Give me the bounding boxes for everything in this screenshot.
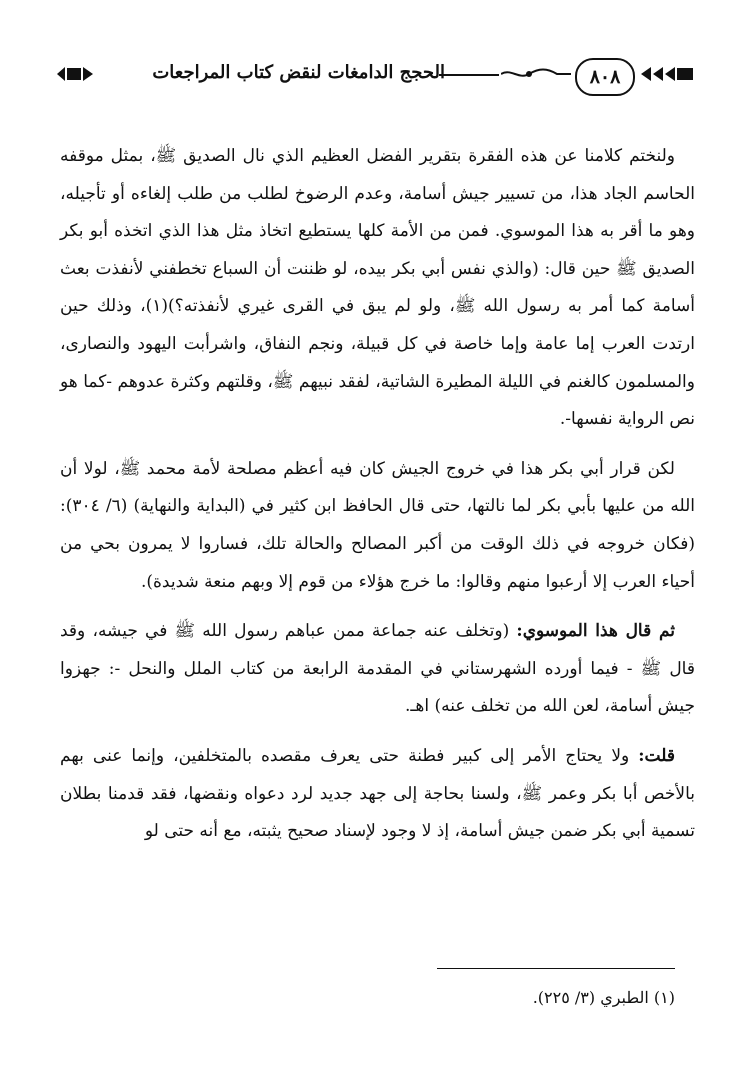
page-number-badge <box>575 58 635 96</box>
paragraph <box>60 738 695 851</box>
paragraph-text: لكن قرار أبي بكر هذا في خروج الجيش كان فيه أعظم مصلحة لأمة محمد ﷺ، لولا أن الله من عليها بأبي بكر لما نالتها، حتى قال الحافظ ابن كثير في (البداية والنهاية) (٦/ ٣٠٤): (فكان خروجه في ذلك الوقت من أكبر المصالح والحالة تلك، فساروا لا يمرون بحي من أحياء العرب إلا أرعبوا منهم وقالوا: ما خرج هؤلاء من قوم إلا وبهم منعة شديدة). <box>60 458 695 592</box>
paragraph-lead: ثم قال هذا الموسوي: <box>516 621 675 642</box>
running-title: الحجج الدامغات لنقض كتاب المراجعات <box>152 62 445 83</box>
paragraph-text: ولا يحتاج الأمر إلى كبير فطنة حتى يعرف مقصده بالمتخلفين، وإنما عنى بهم بالأخص أبا بكر وعمر ﷺ، ولسنا بحاجة إلى جهد جديد لرد دعواه ونقضها، فقد قدمنا بطلان تسمية أبي بكر ضمن جيش أسامة، إذ لا وجود لإسناد صحيح يثبته، مع أنه حتى لو <box>60 745 695 842</box>
header-rule <box>439 74 499 76</box>
paragraph-text: (وتخلف عنه جماعة ممن عباهم رسول الله ﷺ في جيشه، وقد قال ﷺ - فيما أورده الشهرستاني في المقدمة الرابعة من كتاب الملل والنحل -: جهزوا جيش أسامة، لعن الله من تخلف عنه) اهـ. <box>60 621 695 717</box>
page-header <box>55 52 695 98</box>
paragraph <box>60 138 695 439</box>
paragraph <box>60 451 695 601</box>
footnote: (١) الطبري (٣/ ٢٢٥). <box>532 988 675 1007</box>
ornament-right-icon <box>639 64 695 84</box>
footnote-separator <box>437 968 675 969</box>
paragraph <box>60 613 695 726</box>
ornament-left-icon <box>55 64 95 84</box>
paragraph-text: ولنختم كلامنا عن هذه الفقرة بتقرير الفضل العظيم الذي نال الصديق ﷺ، بمثل موقفه الحاسم الجاد هذا، من تسيير جيش أسامة، وعدم الرضوخ لطلب من طلب إلغاءه أو تأجيله، وهو ما أقر به هذا الموسوي. فمن من الأمة كلها يستطيع اتخاذ مثل هذا الذي اتخذه أبو بكر الصديق ﷺ حين قال: (والذي نفس أبي بكر بيده، لو ظننت أن السباع تخطفني لأنفذت بعث أسامة كما أمر به رسول الله ﷺ، ولو لم يبق في القرى غيري لأنفذته؟)(١)، وذلك حين ارتدت العرب إما عامة وإما خاصة في كل قبيلة، ونجم النفاق، واشرأبت اليهود والنصارى، والمسلمون كالغنم في الليلة المطيرة الشاتية، لفقد نبيهم ﷺ، وقلتهم وكثرة عدوهم -كما هو نص الرواية نفسها-. <box>60 146 696 430</box>
page-body <box>60 138 695 863</box>
paragraph-lead: قلت: <box>638 745 675 766</box>
page-number: ٨٠٨ <box>589 66 621 88</box>
ornament-scroll-icon <box>501 66 571 82</box>
